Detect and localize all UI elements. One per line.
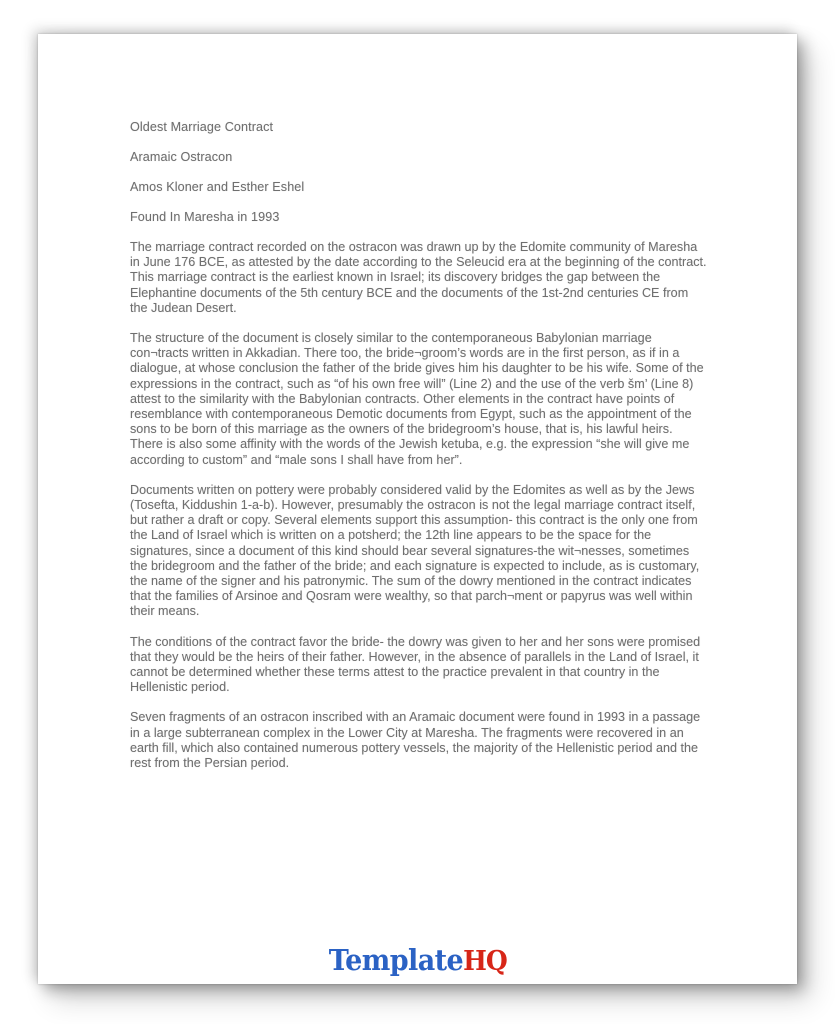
paragraph-4: The conditions of the contract favor the bride- the dowry was given to her and her sons were promised that they would be the heirs of their father. However, in the absence of parallels in the Land of Israel, it cannot be determined whether these terms attest to the practice prevalent in that country in the Hellenistic period. (130, 634, 701, 695)
authors: Amos Kloner and Esther Eshel (130, 180, 305, 194)
document-content (130, 120, 708, 786)
paragraph-3: Documents written on pottery were probably considered valid by the Edomites as well as by the Jews (Tosefta, Kiddushin 1-a-b). However, presumably the ostracon is not the legal marriage contract itself, but rather a draft or copy. Several elements support this assumption- this contract is the only one from the Land of Israel which is written on a potsherd; the 12th line appears to be the space for the signatures, since a document of this kind should bear several signatures-the wit¬nesses, sometimes the bridegroom and the father of the bride; and each signature is expected to include, as is customary, the name of the signer and his patronymic. The sum of the dowry mentioned in the contract indicates that the families of Arsinoe and Qosram were wealthy, so that parch¬ment or papyrus was well within their means. (130, 482, 700, 619)
footer-logo (38, 943, 797, 977)
brand-logo-accent-text: HQ (462, 946, 507, 977)
subtitle-artifact-type: Aramaic Ostracon (130, 150, 233, 164)
document-page (38, 34, 797, 984)
paragraph-2: The structure of the document is closely similar to the contemporaneous Babylonian marriage con¬tracts written in Akkadian. There too, the bride¬groom’s words are in the first person, as if in a dialogue, at whose conclusion the father of the bride gives him his daughter to be his wife. Some of the expressions in the contract, such as “of his own free will” (Line 2) and the use of the verb šm’ (Line 8) attest to the similarity with the Babylonian contracts. Other elements in the contract have points of resemblance with contemporaneous Demotic documents from Egypt, such as the appointment of the sons to be born of this marriage as the owners of the bridegroom’s house, that is, his lawful heirs. There is also some affinity with the words of the Jewish ketuba, e.g. the expression “she will give me according to custom” and “male sons I shall have from her”. (130, 331, 704, 467)
paragraph-5: Seven fragments of an ostracon inscribed with an Aramaic document were found in 1993 in a passage in a large subterranean complex in the Lower City at Maresha. The fragments were recovered in an earth fill, which also contained numerous pottery vessels, the majority of the Hellenistic period and the rest from the Persian period. (130, 710, 701, 771)
page-title: Oldest Marriage Contract (130, 120, 274, 134)
brand-logo-primary-text: Template (328, 943, 463, 977)
paragraph-1: The marriage contract recorded on the ostracon was drawn up by the Edomite community of Maresha in June 176 BCE, as attested by the date according to the Seleucid era at the beginning of the contract. This marriage contract is the earliest known in Israel; its discovery bridges the gap between the Elephantine documents of the 5th century BCE and the documents of the 1st-2nd centuries CE from the Judean Desert. (130, 240, 707, 315)
brand-logo (328, 943, 507, 977)
discovery-info: Found In Maresha in 1993 (130, 210, 280, 224)
